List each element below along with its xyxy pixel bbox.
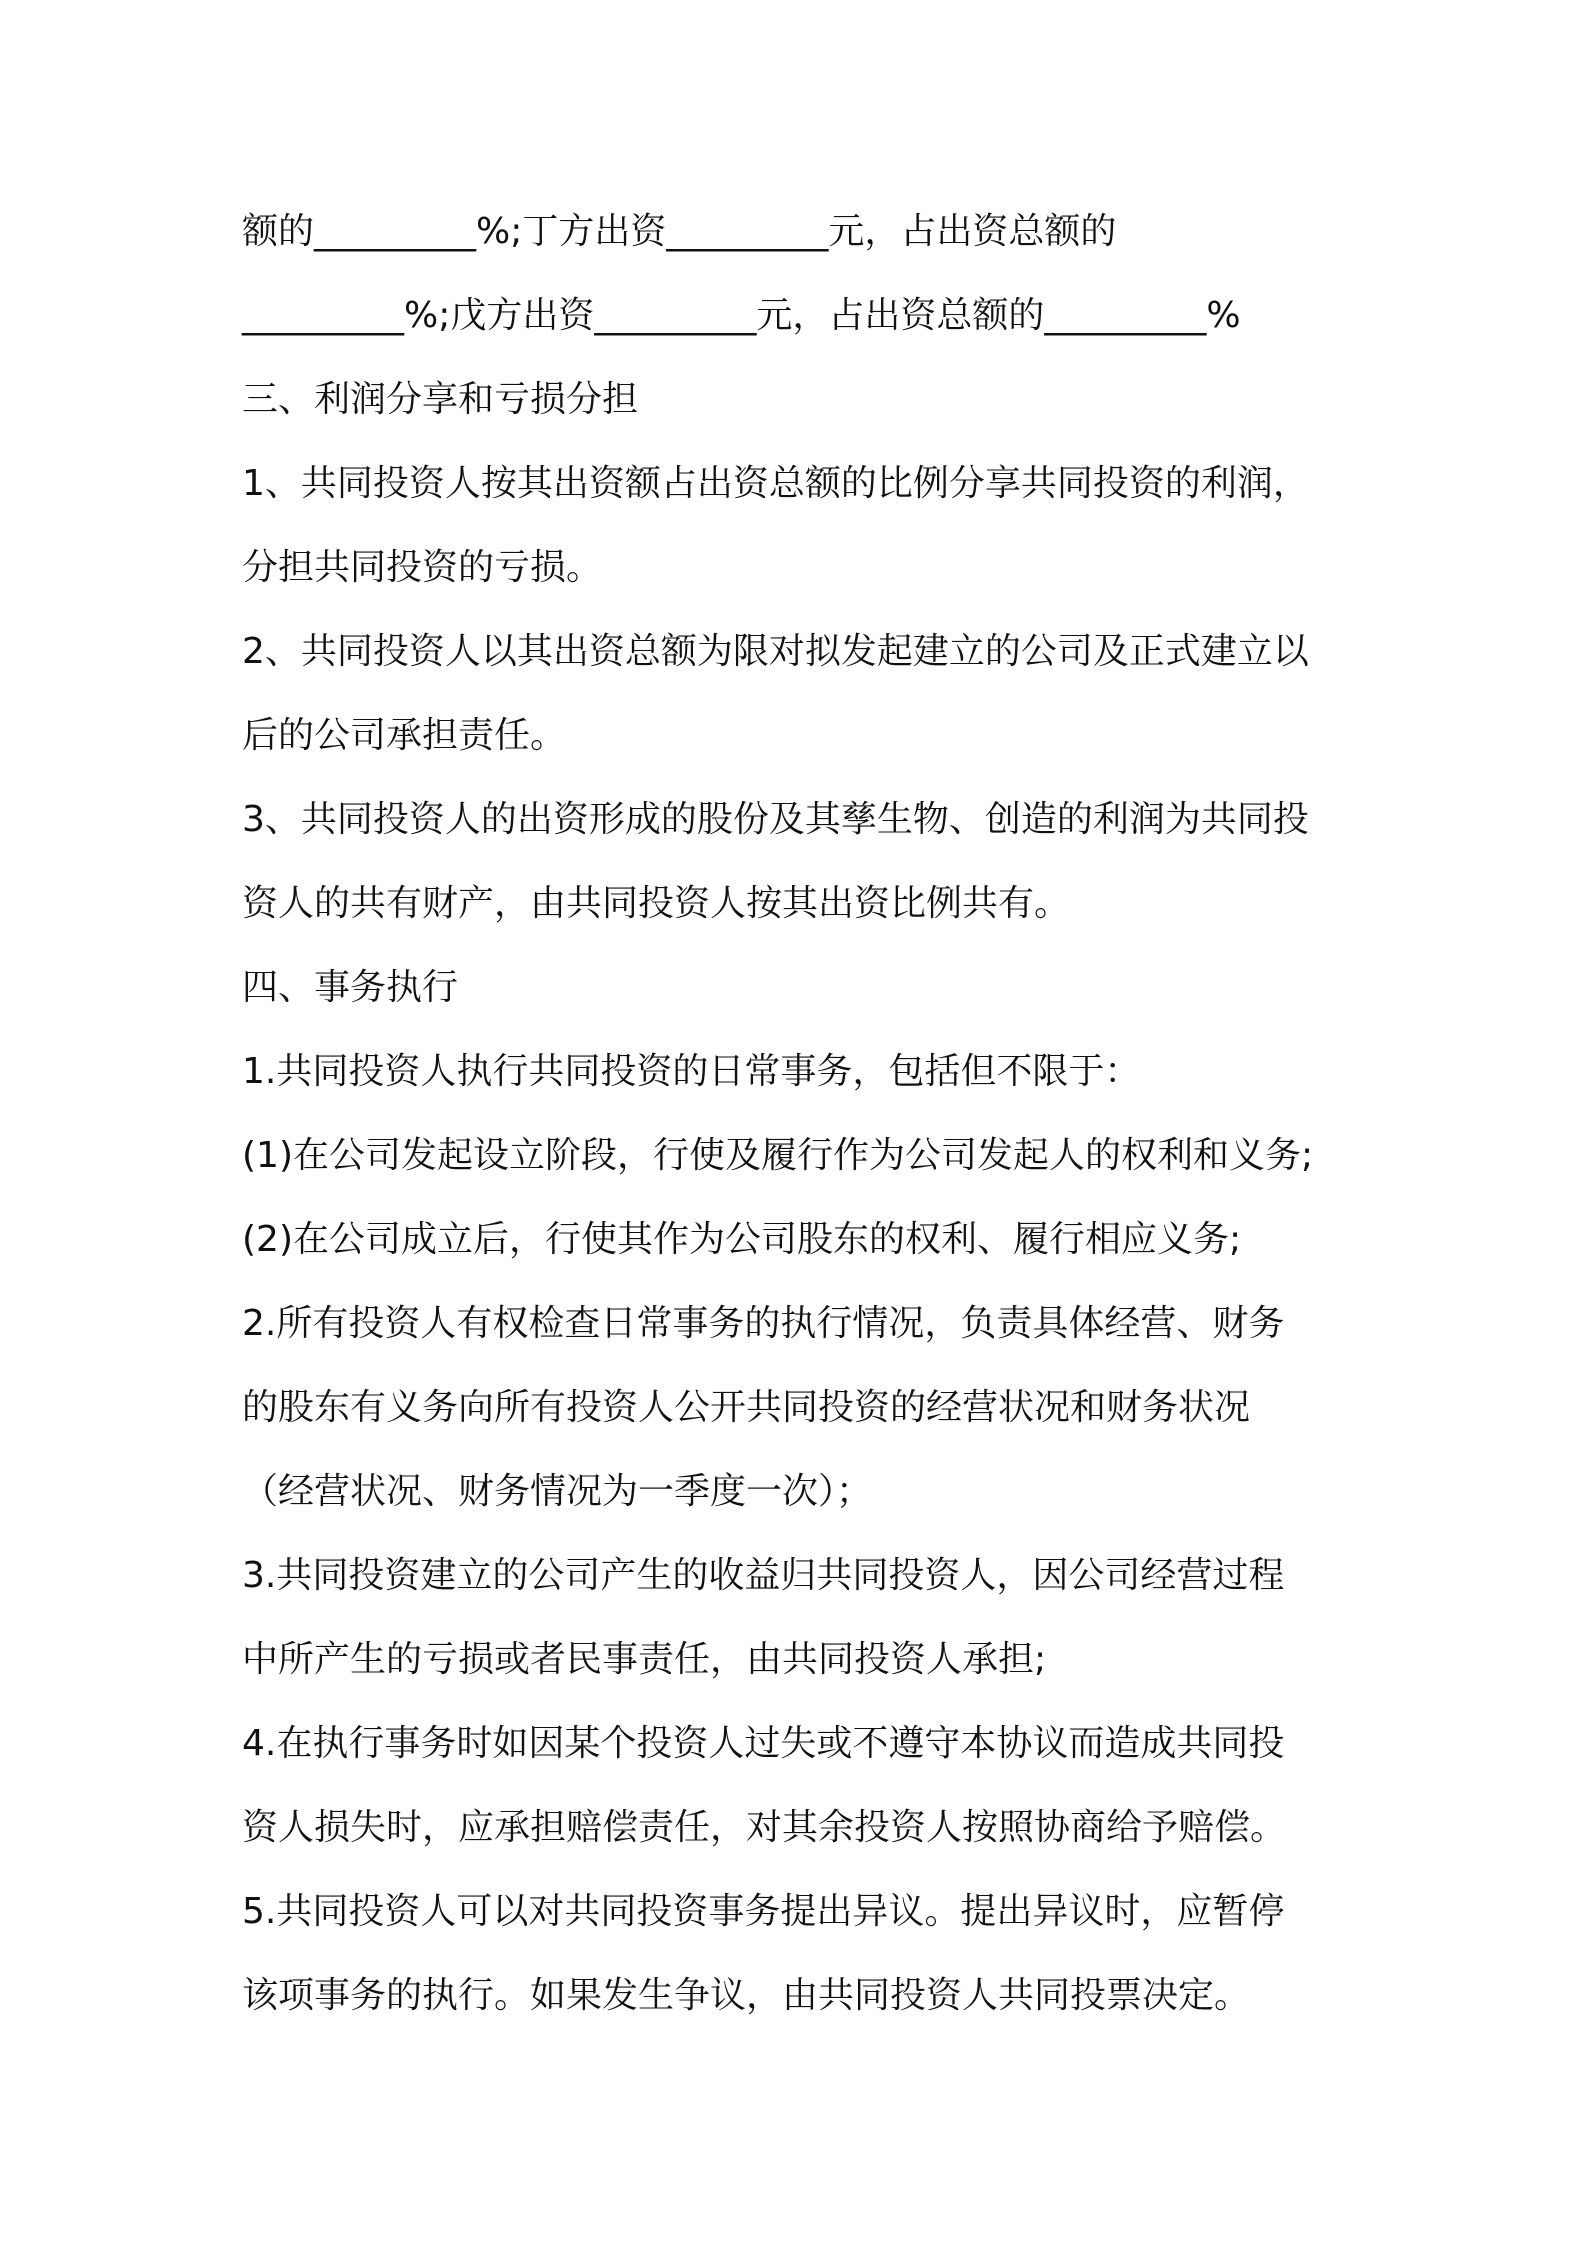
text-line: 额的_________%;丁方出资_________元，占出资总额的 [242, 211, 1117, 252]
text-line: 中所产生的亏损或者民事责任，由共同投资人承担; [242, 1639, 1047, 1680]
text-line: 资人损失时，应承担赔偿责任，对其余投资人按照协商给予赔偿。 [242, 1807, 1287, 1848]
text-line: 资人的共有财产，由共同投资人按其出资比例共有。 [242, 883, 1071, 924]
text-line: 后的公司承担责任。 [242, 715, 567, 756]
text-line: 1.共同投资人执行共同投资的日常事务，包括但不限于： [242, 1051, 1141, 1092]
text-line: 3、共同投资人的出资形成的股份及其孳生物、创造的利润为共同投 [242, 799, 1309, 840]
text-line: 1、共同投资人按其出资额占出资总额的比例分享共同投资的利润， [242, 463, 1309, 504]
section-heading: 三、利润分享和亏损分担 [242, 379, 639, 420]
text-line: 的股东有义务向所有投资人公开共同投资的经营状况和财务状况 [242, 1387, 1251, 1428]
document-body [242, 190, 1362, 2038]
text-line: 2、共同投资人以其出资总额为限对拟发起建立的公司及正式建立以 [242, 631, 1309, 672]
text-line: （经营状况、财务情况为一季度一次）； [242, 1471, 873, 1512]
text-line: (2)在公司成立后，行使其作为公司股东的权利、履行相应义务; [242, 1219, 1242, 1260]
text-line: 2.所有投资人有权检查日常事务的执行情况，负责具体经营、财务 [242, 1303, 1285, 1344]
text-line: 3.共同投资建立的公司产生的收益归共同投资人，因公司经营过程 [242, 1555, 1285, 1596]
text-line: 5.共同投资人可以对共同投资事务提出异议。提出异议时，应暂停 [242, 1891, 1285, 1932]
text-line: 4.在执行事务时如因某个投资人过失或不遵守本协议而造成共同投 [242, 1723, 1285, 1764]
text-line: (1)在公司发起设立阶段，行使及履行作为公司发起人的权利和义务; [242, 1135, 1314, 1176]
text-line: _________%;戊方出资_________元，占出资总额的_________% [242, 295, 1241, 336]
text-line: 该项事务的执行。如果发生争议，由共同投资人共同投票决定。 [242, 1975, 1251, 2016]
section-heading: 四、事务执行 [242, 967, 459, 1008]
text-line: 分担共同投资的亏损。 [242, 547, 603, 588]
